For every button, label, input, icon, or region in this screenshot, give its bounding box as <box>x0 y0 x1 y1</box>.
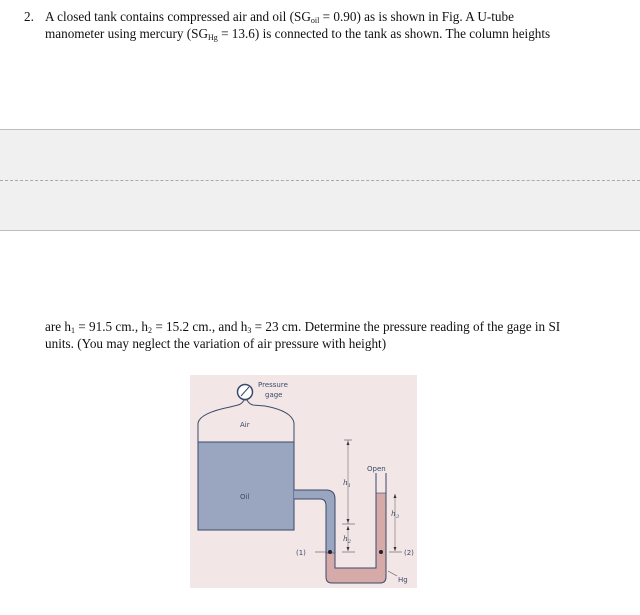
manometer-diagram <box>190 375 417 588</box>
oil-label: Oil <box>240 493 250 501</box>
problem-line-1: A closed tank contains compressed air and oil $(SG_{oil} = 0.90)$ as is shown in Fig. A U-tube <box>45 9 514 25</box>
h1-label: $h_1$ <box>343 478 352 489</box>
point-2-label: (2) <box>404 549 414 557</box>
air-label: Air <box>240 421 250 429</box>
problem-number: 2. <box>24 9 34 24</box>
point-1-label: (1) <box>296 549 306 557</box>
hg-label: Hg <box>398 576 408 584</box>
manometer-figure <box>190 375 417 588</box>
page-break-band <box>0 129 640 231</box>
open-label: Open <box>367 465 386 473</box>
page-break-dashed-line <box>0 180 640 181</box>
h2-label: $h_2$ <box>343 534 352 545</box>
gage-label-2: gage <box>265 391 283 399</box>
problem-line-2: manometer using mercury $(SG_{Hg} = 13.6)$ is connected to the tank as shown. The column heights <box>45 26 551 42</box>
problem-line-4: units. (You may neglect the variation of air pressure with height) <box>45 336 387 351</box>
gage-label-1: Pressure <box>258 381 288 389</box>
h3-label: $h_3$ <box>391 509 400 520</box>
problem-line-3: are $h_1 = 91.5$ cm., $h_2 = 15.2$ cm., and $h_3 = 23$ cm. Determine the pressure reading of the gage in SI <box>45 319 561 335</box>
